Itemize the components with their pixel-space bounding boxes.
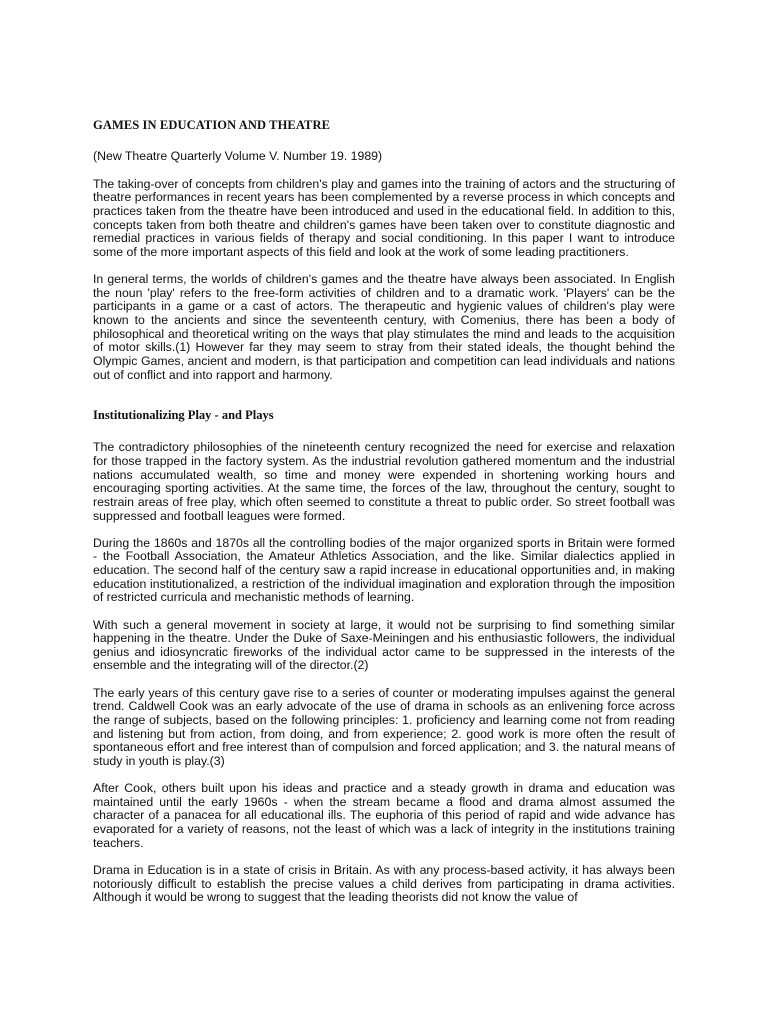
paragraph-section-4: The early years of this century gave rise to a series of counter or moderating impulses against the general trend. Caldwell Cook was an early advocate of the use of drama in schools as an enlivening force across the range of subjects, based on the following principles: 1. proficiency and learning come not from reading and listening but from action, from doing, and from experience; 2. good work is more often the result of spontaneous effort and free interest than of compulsion and forced application; and 3. the natural means of study in youth is play.(3) — [93, 685, 675, 768]
paragraph-section-1: The contradictory philosophies of the nineteenth century recognized the need for exercise and relaxation for those trapped in the factory system. As the industrial revolution gathered momentum and the industrial nations accumulated wealth, so time and money were expended in shortening working hours and encouraging sporting activities. At the same time, the forces of the law, throughout the century, sought to restrain areas of free play, which often seemed to constitute a threat to public order. So street football was suppressed and football leagues were formed. — [93, 440, 675, 523]
document-title: GAMES IN EDUCATION AND THEATRE — [93, 118, 331, 132]
paragraph-section-5: After Cook, others built upon his ideas and practice and a steady growth in drama and education was maintained until the early 1960s - when the stream became a flood and drama almost assumed the character of a panacea for all educational ills. The euphoria of this period of rapid and wide advance has evaporated for a variety of reasons, not the least of which was a lack of integrity in the institutions training teachers. — [93, 781, 675, 850]
paragraph-section-3: With such a general movement in society at large, it would not be surprising to find something similar happening in the theatre. Under the Duke of Saxe-Meiningen and his enthusiastic followers, the individual genius and idiosyncratic fireworks of the individual actor came to be suppressed in the interests of the ensemble and the integrating will of the director.(2) — [93, 617, 675, 673]
section-heading: Institutionalizing Play - and Plays — [93, 408, 274, 423]
paragraph-intro-1: The taking-over of concepts from children's play and games into the training of actors and the structuring of theatre performances in recent years has been complemented by a reverse process in which concepts and practices taken from the theatre have been introduced and used in the educational field. In addition to this, concepts taken from both theatre and children's games have been taken over to constitute diagnostic and remedial practices in various fields of therapy and social conditioning. In this paper I want to introduce some of the more important aspects of this field and look at the work of some leading practitioners. — [93, 176, 675, 259]
paragraph-section-2: During the 1860s and 1870s all the controlling bodies of the major organized sports in Britain were formed - the Football Association, the Amateur Athletics Association, and the like. Similar dialectics applied in education. The second half of the century saw a rapid increase in educational opportunities and, in making education institutionalized, a restriction of the individual imagination and exploration through the imposition of restricted curricula and mechanistic methods of learning. — [93, 535, 675, 605]
source-citation: (New Theatre Quarterly Volume V. Number 19. 1989) — [93, 149, 383, 163]
paragraph-section-6: Drama in Education is in a state of crisis in Britain. As with any process-based activity, it has always been notoriously difficult to establish the precise values a child derives from participating in drama activities. Although it would be wrong to suggest that the leading theorists did not know the value of — [93, 862, 675, 905]
document-page — [93, 118, 675, 918]
paragraph-intro-2: In general terms, the worlds of children's games and the theatre have always been associated. In English the noun 'play' refers to the free-form activities of children and to a dramatic work. 'Players' can be the participants in a game or a cast of actors. The therapeutic and hygienic values of children's play were known to the ancients and since the seventeenth century, with Comenius, there has been a body of philosophical and theoretical writing on the ways that play stimulates the mind and leads to the acquisition of motor skills.(1) However far they may seem to stray from their stated ideals, the thought behind the Olympic Games, ancient and modern, is that participation and competition can lead individuals and nations out of conflict and into rapport and harmony. — [93, 272, 675, 382]
